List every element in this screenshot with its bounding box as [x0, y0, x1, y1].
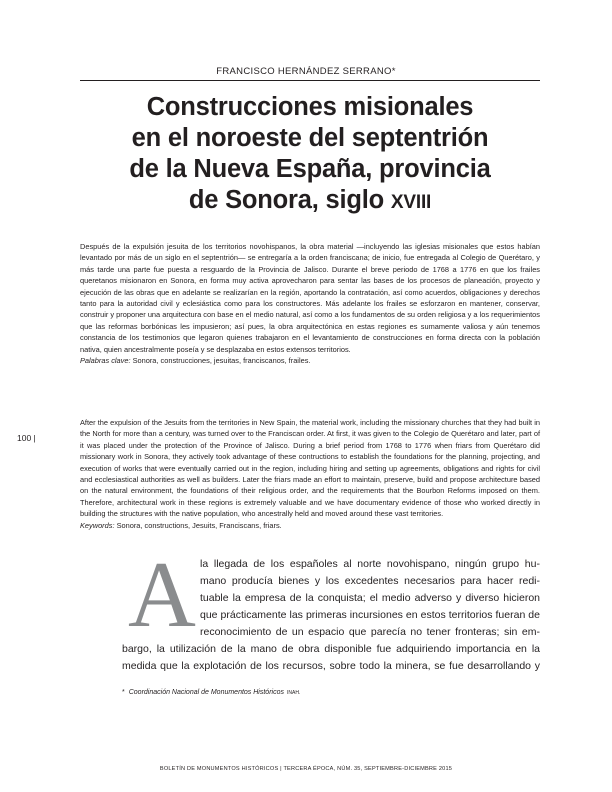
keywords-spanish — [80, 355, 540, 366]
title-line-4-main: de Sonora, siglo — [188, 186, 391, 214]
keywords-english-label: Keywords: — [80, 520, 115, 530]
abstract-english-text: After the expulsion of the Jesuits from the territories in New Spain, the material work, including the missionary churches that they had built in the North for more than a century, was turned over to the Franciscan order. At first, it was given to the Colegio de Querétaro and later, part of it was placed under the protection of the Province of Jalisco. During a brief period from 1768 to 1776 when friars from Querétaro did missionary work in Sonora, they actively took advantage of these contructions to establish the foundations for the planning, projecting, and execution of works that were eventually carried out in the region, including hiring and setting up agreements, obligations and rights for civil and ecclesiastical authorities as well as builders. Later the friars made an effort to maintain, preserve, build and propose architecture based on the natural environment, the foundations of their religious order, and the requirements that the Bourbon Reforms imposed on them. Therefore, architectural work in these regions is extremely valuable and we have documentary evidence of those who worked directly in building the structures with the native population, who ancestrally held and moved around these vast territories. — [80, 418, 540, 519]
title-line-1: Construcciones misionales — [146, 93, 474, 121]
keywords-english-list: Sonora, constructions, Jesuits, Franciscans, friars. — [114, 520, 282, 530]
footnote-mark: * — [122, 689, 125, 696]
body-line: que prácticamente las primeras incursiones en estos territorios fueran de — [200, 609, 540, 621]
abstract-spanish — [80, 241, 540, 366]
body-line: mano producía bienes y los excedentes necesarios para hacer redi- — [200, 575, 540, 587]
title-century: XVIII — [390, 192, 432, 213]
journal-footer: BOLETÍN DE MONUMENTOS HISTÓRICOS | TERCERA ÉPOCA, NÚM. 35, SEPTIEMBRE-DICIEMBRE 2015 — [159, 766, 453, 772]
abstract-spanish-text: Después de la expulsión jesuita de los territorios novohispanos, la obra material —incluyendo las iglesias misionales que estos habían levantado por más de un siglo en el septentrión— se entregaría a la orden franciscana; de inicio, fue entregada al Colegio de Querétaro, y más tarde una parte fue puesta a resguardo de la Provincia de Jalisco. Durante el breve periodo de 1768 a 1776 en que los frailes queretanos misionaron en Sonora, en forma muy activa aprovecharon para sentar las bases de los procesos de planeación, proyecto y ejecución de las obras que en adelante se realizarían en la región, aportando la contratación, así como acuerdos, obligaciones y derechos tanto para la autoridad civil y eclesiástica como para los constructores. Más adelante los frailes se esforzaron en mantener, conservar, construir y proponer una arquitectura con base en el medio natural, así como a los fundamentos de su orden religiosa y a los requerimientos que las reformas borbónicas les impusieron; así pues, la obra arquitectónica en estas regiones es sumamente valiosa y aún tenemos constancia de los testimonios que legaron quienes trabajaron en el levantamiento de construcciones en forma directa con la población nativa, quien ancestralmente poseía y se desplazaba en estos extensos territorios. — [80, 242, 540, 354]
footnote-text: Coordinación Nacional de Monumentos Históricos — [128, 689, 284, 696]
keywords-spanish-list: Sonora, construcciones, jesuitas, franciscanos, frailes. — [130, 356, 311, 366]
body-line: bargo, la utilización de la mano de obra disponible fue adquiriendo importancia en la — [122, 643, 540, 655]
article-title — [90, 92, 530, 218]
body-line: reconocimiento de un espacio que parecía no tener fronteras; sin em- — [200, 626, 540, 638]
header-rule — [80, 80, 540, 81]
title-line-3: de la Nueva España, provincia — [129, 155, 491, 183]
drop-cap: A — [128, 543, 196, 647]
abstract-english — [80, 417, 540, 531]
page-number: 100 | — [17, 433, 36, 443]
title-line-4 — [90, 185, 530, 218]
footnote-institution: INAH. — [286, 690, 301, 696]
body-line: tuable la empresa de la conquista; el medio adverso y diverso hicieron — [200, 592, 540, 604]
title-line-2: en el noroeste del septentrión — [131, 124, 489, 152]
keywords-english — [80, 520, 540, 531]
body-line: medida que la explotación de los recursos, sobre todo la minera, se fue desarrollando y — [122, 660, 540, 672]
footnote — [122, 689, 300, 696]
author-name: FRANCISCO HERNÁNDEZ SERRANO* — [216, 66, 396, 77]
body-line: la llegada de los españoles al norte novohispano, ningún grupo hu- — [200, 558, 540, 570]
keywords-spanish-label: Palabras clave: — [80, 356, 131, 366]
